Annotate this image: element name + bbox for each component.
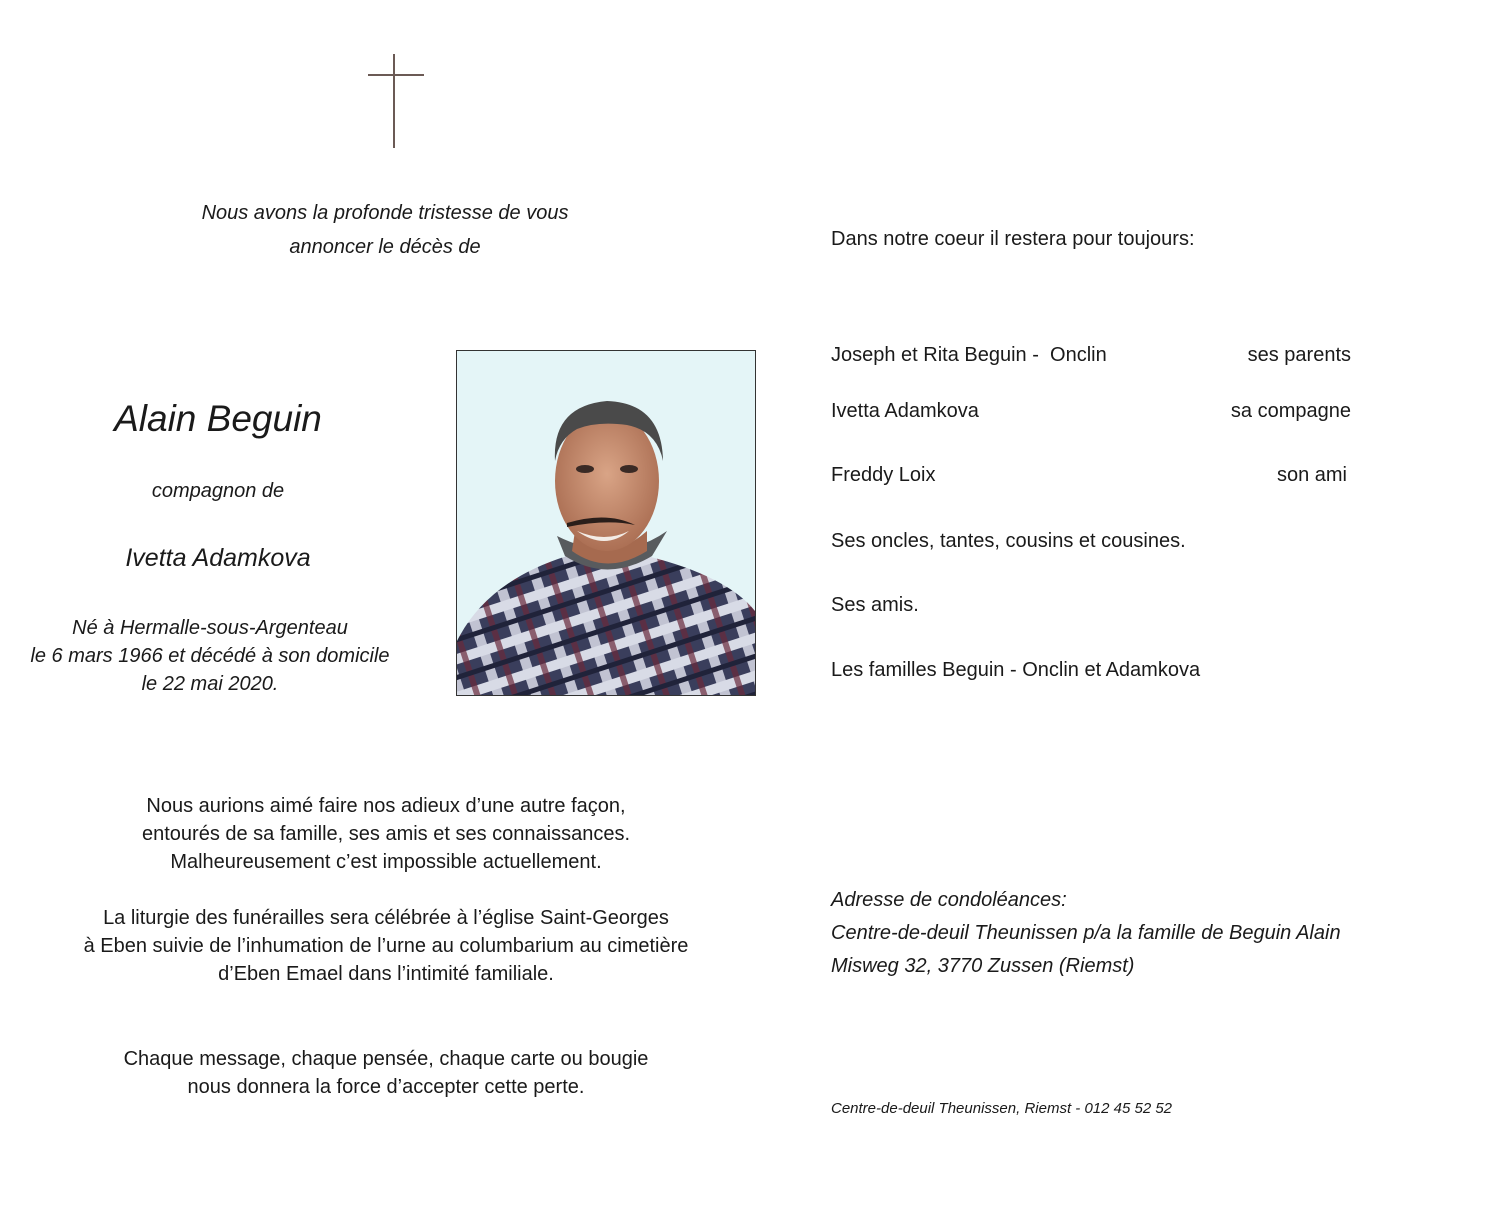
portrait-image bbox=[457, 351, 755, 695]
companion-name: Ivetta Adamkova bbox=[125, 544, 311, 572]
message-line: d’Eben Emael dans l’intimité familiale. bbox=[218, 963, 554, 985]
birth-line-3: le 22 mai 2020. bbox=[141, 673, 279, 695]
intro-line-2: annoncer le décès de bbox=[289, 236, 481, 258]
intro-line-1: Nous avons la profonde tristesse de vous bbox=[201, 202, 569, 224]
message-line: Malheureusement c’est impossible actuellement. bbox=[170, 851, 602, 873]
family-line: Ses amis. bbox=[831, 594, 919, 616]
message-line: nous donnera la force d’accepter cette perte. bbox=[187, 1076, 585, 1098]
family-heading: Dans notre coeur il restera pour toujours: bbox=[831, 228, 1195, 250]
condolences-label: Adresse de condoléances: bbox=[831, 889, 1067, 911]
birth-line-2: le 6 mars 1966 et décédé à son domicile bbox=[30, 645, 390, 667]
family-member-name: Freddy Loix bbox=[831, 464, 936, 486]
family-row bbox=[831, 400, 1351, 423]
message-paragraph-1 bbox=[40, 792, 732, 876]
condolences-line-1: Centre-de-deuil Theunissen p/a la famille de Beguin Alain bbox=[831, 922, 1341, 944]
birth-line-1: Né à Hermalle-sous-Argenteau bbox=[72, 617, 348, 639]
condolences-line-2: Misweg 32, 3770 Zussen (Riemst) bbox=[831, 955, 1135, 977]
family-member-relation: ses parents bbox=[1247, 344, 1351, 366]
family-row bbox=[831, 464, 1347, 487]
message-line: Chaque message, chaque pensée, chaque carte ou bougie bbox=[123, 1048, 649, 1070]
message-line: Nous aurions aimé faire nos adieux d’une autre façon, bbox=[146, 795, 626, 817]
family-member-name: Ivetta Adamkova bbox=[831, 400, 979, 422]
message-line: entourés de sa famille, ses amis et ses connaissances. bbox=[141, 823, 631, 845]
family-member-relation: son ami bbox=[1276, 464, 1347, 486]
message-paragraph-2 bbox=[40, 904, 732, 988]
condolences-address bbox=[831, 884, 1341, 983]
family-member-name: Joseph et Rita Beguin - Onclin bbox=[831, 344, 1107, 366]
deceased-name: Alain Beguin bbox=[114, 398, 322, 439]
family-line: Ses oncles, tantes, cousins et cousines. bbox=[831, 530, 1186, 552]
birth-death-info bbox=[10, 614, 410, 698]
message-paragraph-3 bbox=[40, 1045, 732, 1101]
family-row bbox=[831, 344, 1351, 367]
intro-text bbox=[150, 196, 620, 264]
family-member-relation: sa compagne bbox=[1230, 400, 1351, 422]
message-line: La liturgie des funérailles sera célébrée à l’église Saint-Georges bbox=[103, 907, 669, 929]
family-line: Les familles Beguin - Onclin et Adamkova bbox=[831, 659, 1201, 681]
portrait-photo bbox=[456, 350, 756, 696]
companion-label: compagnon de bbox=[151, 480, 285, 502]
footer-contact: Centre-de-deuil Theunissen, Riemst - 012 45 52 52 bbox=[831, 1100, 1173, 1117]
message-line: à Eben suivie de l’inhumation de l’urne au columbarium au cimetière bbox=[83, 935, 689, 957]
